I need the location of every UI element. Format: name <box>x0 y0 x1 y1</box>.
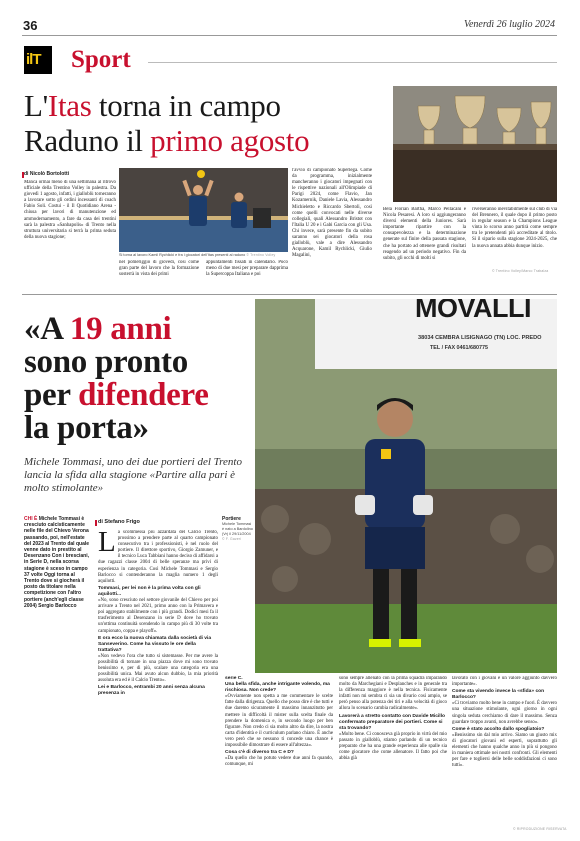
article1-col6: riverseranno inevitabilmente sul club di via del Brennero, il quale dopo il primo posto in regular season e la Champions League vinta lo scorso anno partirà come sempre tra le pretendenti più accreditate al titolo. Si il sipario sulla stagione 2024-2025, che la nuova annata abbia dunque inizio. <box>472 207 557 249</box>
question: E ora ecco la nuova chiamata dalla società di via Sanseverino. Come ha vissuto le ore della trattativa? <box>98 635 212 653</box>
article2-headline: «A 19 anni sono pronto per difendere la porta» <box>24 311 209 446</box>
article1-col5: Bela Florian Bartha, Marco Pellacani e Nicola Pesaresi. A loro si aggiungeranno diversi elementi della Juniores. Sarà importante ripartire con la consapevolezza e la determinazione generate sul finire della passata stagione, che ha portato ad ottenere grandi risultati reagendo ad un periodo negativo. Fin da subito, gli occhi di molti si <box>383 207 466 261</box>
goalkeeper-photo <box>255 299 557 673</box>
article1-col1: Manca ormai meno di una settimana al ritrovo ufficiale della Trentino Volley in palestra. Da giovedì 1 agosto, infatti, i gialloblù torneranno a lavorare sotto gli ordini incessanti di coach Fabio Soli. Costui - il Il Quotidiano Arena - chiusa per lavori di manutenzione ed ammodernamento, a fare da casa dei trentini sarà la palestra «Sanbapolis» di Trento nella struttura universitaria si terrà la prima seduta della nuova stagione; <box>24 180 116 240</box>
article2-byline: di Stefano Frigo <box>98 519 140 525</box>
header-rule <box>22 35 557 36</box>
issue-date: Venerdì 26 luglio 2024 <box>463 19 555 30</box>
goalkeeper-caption: Michele Tommasi è nato a Bardolino (Vr) il 29/11/2004 © F. Gazeri <box>222 522 253 541</box>
question: Tommasi, per lei non è la prima volta con gli aquilotti... <box>98 585 201 597</box>
article1-byline: di Nicolò Bortolotti <box>24 171 69 177</box>
byline-marker <box>95 520 97 526</box>
headline-highlight: primo agosto <box>150 123 310 158</box>
article2-col2: serie C. Una bella sfida, anche intrigante volendo, ma rischiosa. Non crede? «Ovviamente non spetta a me commentare le scelte fatte dalla dirigenza. Quello che posso dire è che tutti e due daremo sicuramente il massimo innanzitutto per mettere in difficoltà il mister sulla scelta finale da prendere la domenica e, in secondo luogo per ben figurare. Non credo ci sia molto altro da dire, la nostra carta d'identità e il curriculum parlano chiaro. È anche vero però che se nessuno ti concede una chance è impossibile dimostrare di essere all'altezza». Cosa c'è di diverso tra C e D? «Da quello che ho potuto vedere due anni fa quando, comunque, mi <box>225 676 333 768</box>
question: Lavorerà a stretto contatto con Davide Micillo confermato preparatore dei portieri. Come si sta trovando? <box>339 713 445 731</box>
headline-highlight: difendere <box>78 377 209 413</box>
trophy-photo <box>393 86 557 202</box>
question: Una bella sfida, anche intrigante volendo, ma rischiosa. Non crede? <box>225 682 330 694</box>
byline-marker <box>22 172 24 178</box>
headline-highlight: 19 anni <box>69 311 172 347</box>
article2-subtitle: Michele Tommasi, uno dei due portieri del Trento lancia la sfida alla stagione «Partire alla pari è molto stimolante» <box>24 456 242 494</box>
question: Lei e Barlocco, entrambi 20 anni senza alcuna presenza in <box>98 685 205 697</box>
article1-headline: L'Itas torna in campo Raduno il primo agosto <box>24 88 310 158</box>
volleyball-caption: Si torna al lavoro Kamil Rychlicki e fra i giocatori dell'Itas presenti al raduno © Trentino Volley <box>119 253 276 257</box>
banner-top: MOVALLI <box>415 299 531 323</box>
article1-col2: nel pomeriggio di giovedì, così come gran parte del lavoro che la formazione sosterrà in vista dei primi <box>119 260 199 278</box>
question: Cosa c'è di diverso tra C e D? <box>225 750 294 756</box>
question: Come è stato accolto dallo spogliatoio? <box>452 726 545 732</box>
banner-address: 38034 CEMBRA LISIGNAGO (TN) LOC. PREDO <box>418 335 542 341</box>
article1-col3: appuntamenti fissati in calendario. Poco meno di due mesi per preparare dapprima la Supercoppa Italiana e poi <box>206 260 288 278</box>
volleyball-photo <box>119 168 288 252</box>
who-label: CHI È <box>24 516 38 522</box>
logo <box>24 46 52 74</box>
trophy-credit: © Trentino Volley/Marco Trabalza <box>492 269 549 273</box>
article2-col3: sono sempre allenato con la prima squadra imparando molto da Marchegiani e Desplanches e in generale tra la differenza maggiore è nella tecnica. Fisicamente infatti non mi sembra ci sia un divario così ampio, se però penso alla potenza dei tiri e alla velocità di gioco allora lo scenario cambia radicalmente». Lavorerà a stretto contatto con Davide Micillo confermato preparatore dei portieri. Come si sta trovando? «Molto bene. Ci conosceva già proprio in virtù del mio passato in gialloblù, stiamo parlando di un tecnico preparato che ha una grande esperienza alle spalle sia come giocatore che come allenatore. Il fatto poi che abbia già <box>339 676 447 762</box>
photo-label: Portiere <box>222 516 241 522</box>
section-title: Sport <box>71 46 131 73</box>
drop-cap: L <box>98 530 116 558</box>
article2-col1: L a scommessa più azzardata del Calcio Trento, prossimo a prendere parte al quarto campionato consecutivo tra i professionisti, è nel ruolo del portiere. Il direttore sportivo, Giorgio Zamuner, e il tecnico Luca Tabbiani hanno deciso di affidarsi a due ragazzi classe 2004 di belle speranze ma privi di esperienza in categoria. Così Michele Tommasi e Sergio Barlocco si contenderanno la maglia numero 1 degli aquilotti. Tommasi, per lei non è la prima volta con gli aquilotti... «No, sono cresciuto nel settore giovanile del Chievo per poi arrivare a Trento nel 2021, primo anno con la Primavera e poi aggregato stabilmente con i più grandi. Dodici mesi fa il trasferimento al Desenzano in serie D dove ho trovato un'ottima continuità scendendo in campo più di 30 volte tra campionato, coppa e playoff». E ora ecco la nuova chiamata dalla società di via Sanseverino. Come ha vissuto le ore della trattativa? «Non vedevo l'ora che tutto si sistemasse. Per me avere la possibilità di tornare in una piazza dove mi sono trovato benissimo e, per di più, scalare una categoria era una possibilità unica. Mai avuto alcun dubbio, la mia priorità assoluta era ed è il Calcio Trento». Lei e Barlocco, entrambi 20 anni senza alcuna presenza in <box>98 530 218 697</box>
article1-col4: l'avvio di campionato Superlega. Come da programma, inizialmente mancheranno i giocatori impegnati con le rispettive nazionali all'Olimpiade di Parigi 2024, come Flavio, Jan Kozamernik, Daniele Lavia, Alessandro Michieletto e Riccardo Sbertoli, così come quelli convocati nelle diverse collegiali, quali Alessandro Bristot con l'Italia U 20 e i Gabi Garcia con gli Usa. Chi invece, sarà presente fin da subito saranno sei giocatori della rosa gialloblù, vale a dire Alessandro Acquarone, Kamil Rychlicki, Giulio Magalini, <box>292 168 372 259</box>
copyright-note: © RIPRODUZIONE RISERVATA <box>513 827 567 831</box>
question: Come sta vivendo invece la «sfida» con Barlocco? <box>452 689 545 701</box>
article2-col4: lavorato con i giovani è un valore aggiunto davvero importante». Come sta vivendo invece la «sfida» con Barlocco? «Ci troviamo molto bene in campo e fuori. È davvero una situazione stimolante, ogni giorno in ogni singola seduta cerchiamo di dare il massimo. Senza guardare troppo avanti, non avrebbe senso». Come è stato accolto dallo spogliatoio? «Benissimo sin dal mio arrivo. Siamo un giusto mix di giocatori giovani ed esperti, soprattutto gli elementi che hanno qualche anno in più si pongono in maniera ottimale nei nostri confronti. Gli elementi per fare e togliersi delle belle soddisfazioni ci sono tutti». <box>452 676 557 769</box>
article-divider <box>22 294 557 295</box>
banner-phone: TEL / FAX 0461/680775 <box>430 345 489 351</box>
page-number: 36 <box>23 18 38 33</box>
who-sidebar <box>24 516 90 609</box>
headline-highlight: Itas <box>47 88 92 123</box>
section-rule <box>148 62 557 63</box>
who-text: Michele Tommasi è cresciuto calcisticamente nelle file del Chievo Verona passando, poi, nell'estate del 2023 al Trento dal quale venne dato in prestito al Desenzano Con i bresciani, in Serie D, nella scorsa stagione è sceso in campo 37 volte Oggi torna al Trento dove si giocherà il posto da titolare nella competizione con l'altro portiere (anch'egli classe 2004) Sergio Barlocco <box>24 516 90 609</box>
logo-text: ilT <box>26 51 41 68</box>
